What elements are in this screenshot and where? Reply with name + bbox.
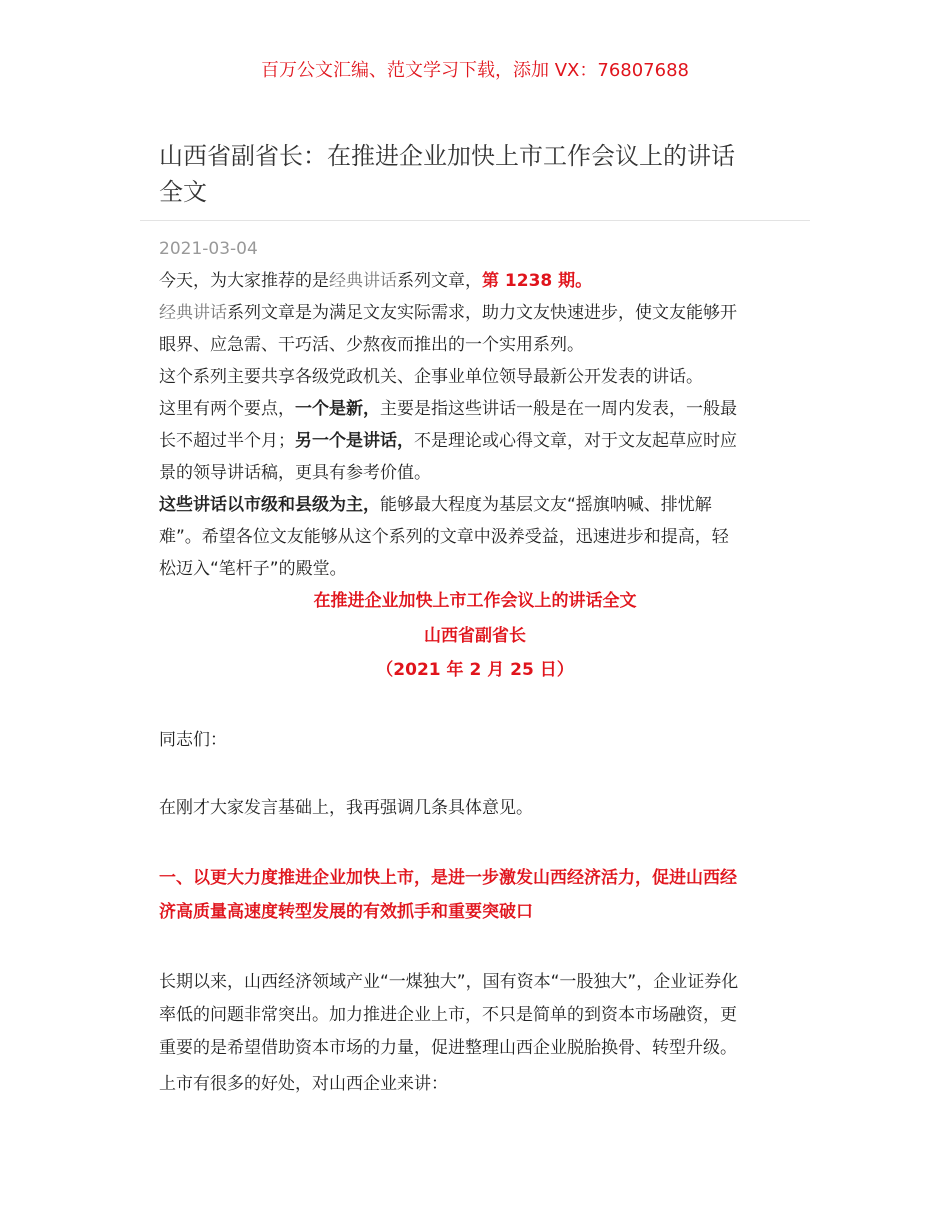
speech-date: （2021 年 2 月 25 日） — [376, 660, 574, 680]
intro-line: 长不超过半个月；另一个是讲话，不是理论或心得文章，对于文友起草应时应 — [159, 431, 737, 451]
issue-number: 第 1238 期。 — [482, 271, 593, 291]
body-line: 上市有很多的好处，对山西企业来讲： — [159, 1074, 448, 1094]
body-line: 长期以来，山西经济领域产业“一煤独大”，国有资本“一股独大”，企业证券化 — [159, 972, 739, 992]
intro-line: 景的领导讲话稿，更具有参考价值。 — [159, 463, 431, 483]
intro-line: 这里有两个要点，一个是新，主要是指这些讲话一般是在一周内发表，一般最 — [159, 399, 737, 419]
intro-line: 这个系列主要共享各级党政机关、企事业单位领导最新公开发表的讲话。 — [159, 367, 703, 387]
body-line: 率低的问题非常突出。加力推进企业上市，不只是简单的到资本市场融资，更 — [159, 1005, 737, 1025]
intro-line: 今天，为大家推荐的是经典讲话系列文章，第 1238 期。 — [159, 271, 593, 291]
intro-line: 经典讲话系列文章是为满足文友实际需求，助力文友快速进步，使文友能够开 — [159, 303, 737, 323]
series-link: 经典讲话 — [329, 271, 397, 291]
body-line: 重要的是希望借助资本市场的力量，促进整理山西企业脱胎换骨、转型升级。 — [159, 1038, 737, 1058]
opening-paragraph: 在刚才大家发言基础上，我再强调几条具体意见。 — [159, 798, 533, 818]
intro-line: 这些讲话以市级和县级为主，能够最大程度为基层文友“摇旗呐喊、排忧解 — [159, 495, 712, 515]
section-heading: 一、以更大力度推进企业加快上市，是进一步激发山西经济活力，促进山西经 — [159, 868, 737, 888]
header-banner: 百万公文汇编、范文学习下载，添加 VX：76807688 — [261, 60, 689, 81]
salutation: 同志们： — [159, 730, 227, 750]
publish-date: 2021-03-04 — [159, 239, 258, 259]
intro-line: 松迈入“笔杆子”的殿堂。 — [159, 559, 347, 579]
divider — [140, 220, 810, 221]
title-line: 全文 — [159, 178, 207, 206]
speaker: 山西省副省长 — [424, 626, 526, 646]
intro-line: 眼界、应急需、干巧活、少熬夜而推出的一个实用系列。 — [159, 335, 584, 355]
title-line: 山西省副省长：在推进企业加快上市工作会议上的讲话 — [159, 142, 735, 170]
section-heading: 济高质量高速度转型发展的有效抓手和重要突破口 — [159, 902, 533, 922]
speech-title: 在推进企业加快上市工作会议上的讲话全文 — [313, 591, 637, 611]
intro-line: 难”。希望各位文友能够从这个系列的文章中汲养受益，迅速进步和提高，轻 — [159, 527, 729, 547]
page-title — [159, 138, 799, 210]
